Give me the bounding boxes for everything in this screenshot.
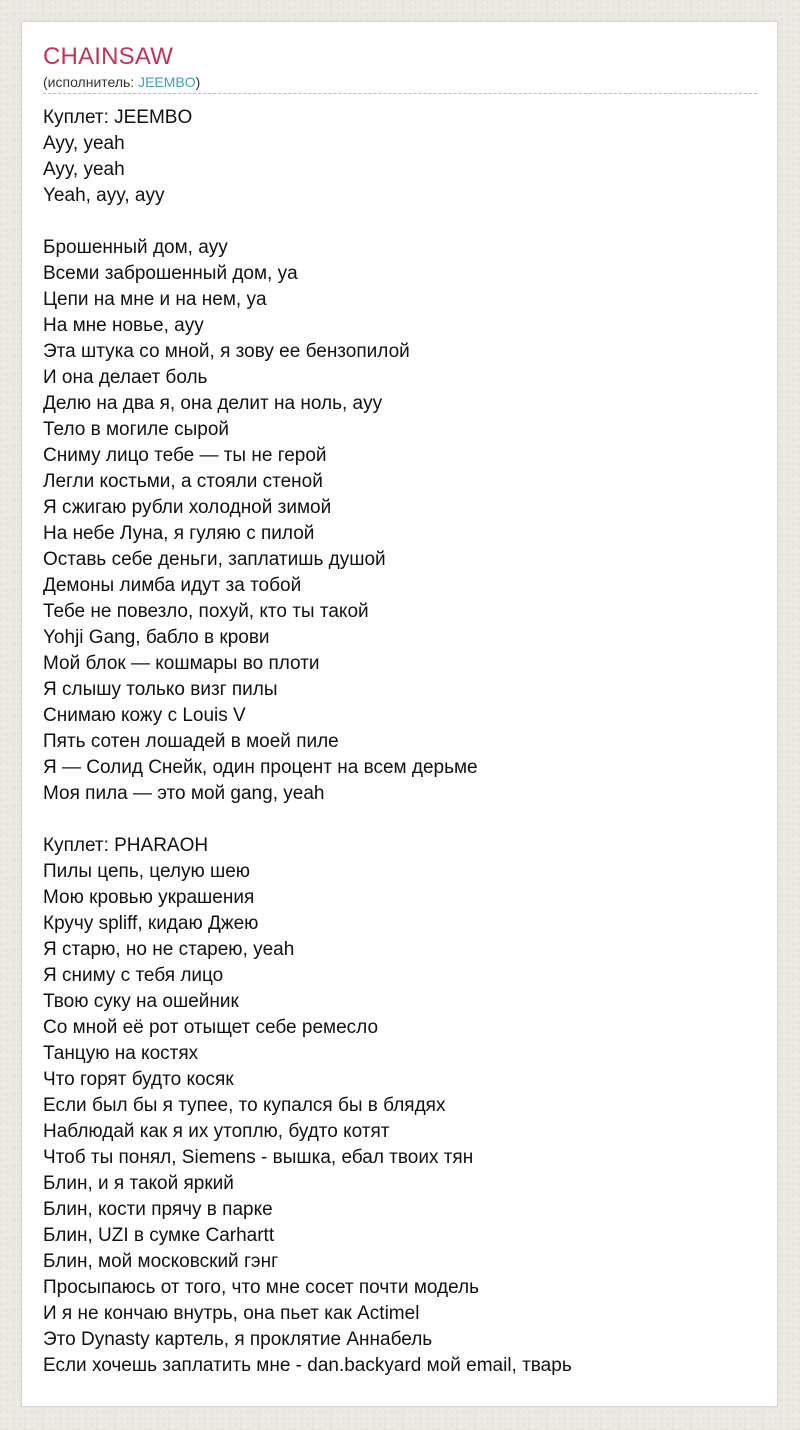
lyric-line: Что горят будто косяк [43,1069,234,1090]
stanza-gap [43,209,758,235]
lyric-line: Тебе не повезло, похуй, кто ты такой [43,601,369,622]
lyric-line: Yohji Gang, бабло в крови [43,627,270,648]
lyric-line: Чтоб ты понял, Siemens - вышка, ебал твоих тян [43,1147,474,1168]
lyric-line: Цепи на мне и на нем, ya [43,289,267,310]
lyric-line: Ayy, yeah [43,133,125,154]
lyric-line: Со мной её рот отыщет себе ремесло [43,1017,379,1038]
lyric-line: Моя пила — это мой gang, yeah [43,783,325,804]
performer-line [43,73,200,91]
lyric-line: Демоны лимба идут за тобой [43,575,302,596]
performer-suffix: ) [195,74,201,90]
lyric-line: Это Dynasty картель, я проклятие Аннабель [43,1329,433,1350]
lyric-line: Легли костьми, а стояли стеной [43,471,323,492]
lyric-line: Сниму лицо тебе — ты не герой [43,445,327,466]
lyric-line: Твою суку на ошейник [43,991,239,1012]
lyric-line: На небе Луна, я гуляю с пилой [43,523,315,544]
lyrics-card [21,21,778,1407]
lyric-line: Мою кровью украшения [43,887,255,908]
lyric-line: Я — Солид Снейк, один процент на всем дерьме [43,757,478,778]
lyrics-text [43,105,758,1379]
lyric-line: Yeah, ayy, ayy [43,185,165,206]
lyric-line: Если хочешь заплатить мне - dan.backyard мой email, тварь [43,1355,572,1376]
lyric-line: И она делает боль [43,367,208,388]
lyric-line: Делю на два я, она делит на ноль, ayy [43,393,383,414]
performer-link[interactable]: JEEMBO [138,74,196,90]
lyric-line: Блин, UZI в сумке Carhartt [43,1225,275,1246]
lyric-line: Брошенный дом, ayy [43,237,228,258]
lyric-line: Просыпаюсь от того, что мне сосет почти модель [43,1277,480,1298]
stanza-gap [43,807,758,833]
lyric-line: Эта штука со мной, я зову ее бензопилой [43,341,410,362]
lyric-line: Тело в могиле сырой [43,419,230,440]
lyric-line: Если был бы я тупее, то купался бы в блядях [43,1095,446,1116]
performer-prefix: (исполнитель: [43,74,139,90]
lyric-line: Мой блок — кошмары во плоти [43,653,320,674]
lyric-line: Пилы цепь, целую шею [43,861,251,882]
lyric-line: Я сжигаю рубли холодной зимой [43,497,332,518]
lyric-line: Куплет: JEEMBO [43,107,193,128]
title-divider [43,93,757,94]
lyric-line: Наблюдай как я их утоплю, будто котят [43,1121,390,1142]
lyric-line: Кручу spliff, кидаю Джею [43,913,259,934]
lyric-line: И я не кончаю внутрь, она пьет как Actimel [43,1303,420,1324]
lyric-line: Пять сотен лошадей в моей пиле [43,731,339,752]
lyric-line: Снимаю кожу с Louis V [43,705,246,726]
lyric-line: Блин, мой московский гэнг [43,1251,278,1272]
lyric-line: Я старю, но не старею, yeah [43,939,295,960]
lyric-line: Куплет: PHARAOH [43,835,209,856]
lyric-line: Оставь себе деньги, заплатишь душой [43,549,386,570]
lyric-line: Я сниму с тебя лицо [43,965,224,986]
lyric-line: Блин, и я такой яркий [43,1173,234,1194]
lyric-line: Блин, кости прячу в парке [43,1199,273,1220]
lyric-line: Ayy, yeah [43,159,125,180]
lyric-line: На мне новье, ayy [43,315,204,336]
lyric-line: Всеми заброшенный дом, ya [43,263,298,284]
song-title: CHAINSAW [43,43,174,70]
lyric-line: Я слышу только визг пилы [43,679,278,700]
lyric-line: Танцую на костях [43,1043,199,1064]
